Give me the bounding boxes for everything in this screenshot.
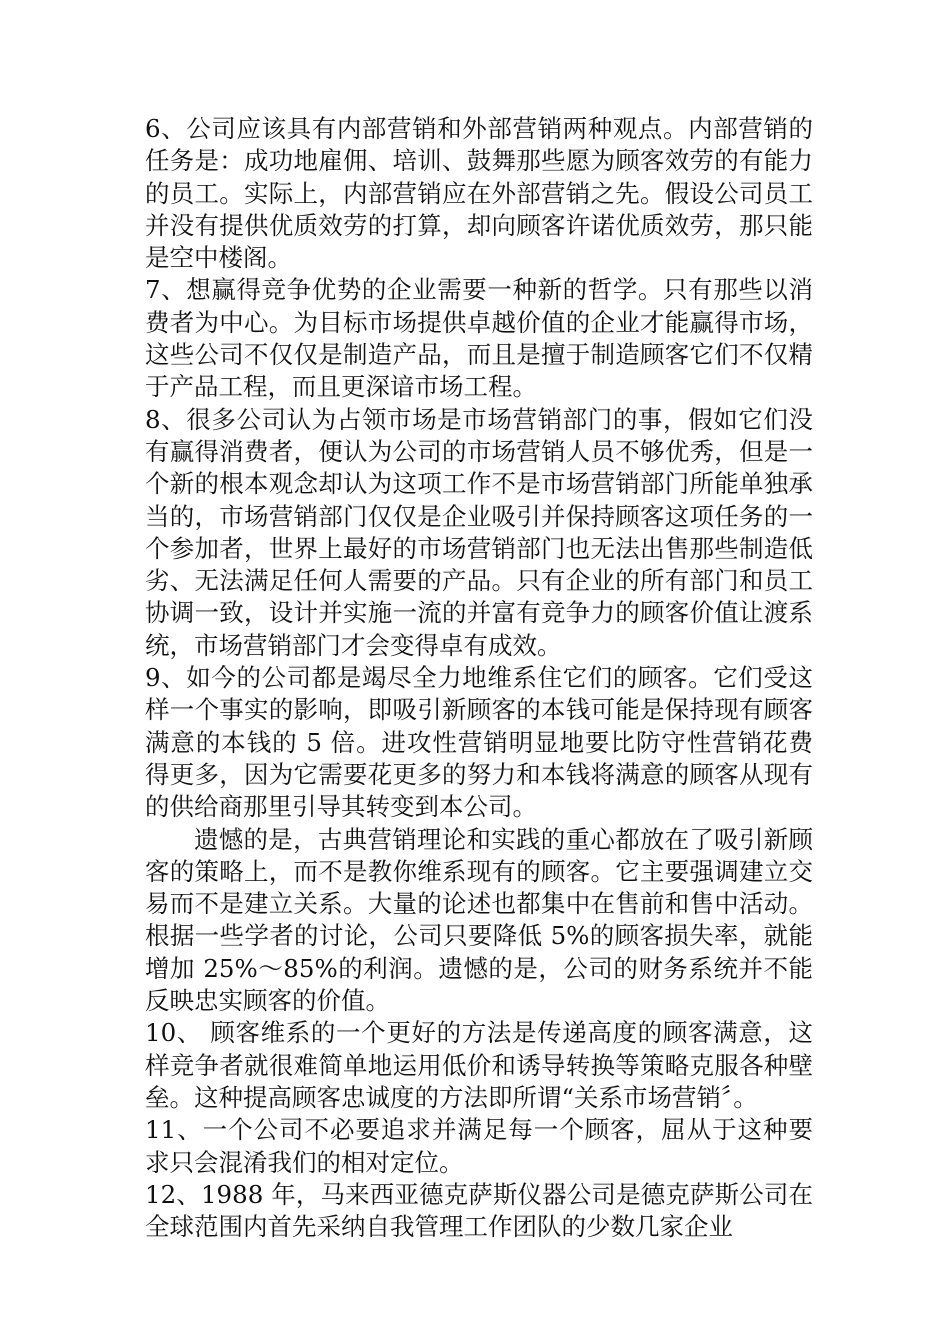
- paragraph-11: 11、一个公司不必要追求并满足每一个顾客，屈从于这种要求只会混淆我们的相对定位。: [145, 1115, 813, 1177]
- paragraph-8: 8、很多公司认为占领市场是市场营销部门的事，假如它们没有赢得消费者，便认为公司的市场营销人员不够优秀，但是一个新的根本观念却认为这项工作不是市场营销部门所能单独承当的，市场营销部门仅仅是企业吸引并保持顾客这项任务的一个参加者，世界上最好的市场营销部门也无法出售那些制造低劣、无法满足任何人需要的产品。只有企业的所有部门和员工协调一致，设计并实施一流的并富有竞争力的顾客价值让渡系统，市场营销部门才会变得卓有成效。: [145, 404, 813, 660]
- paragraph-7: 7、想赢得竞争优势的企业需要一种新的哲学。只有那些以消费者为中心。为目标市场提供卓越价值的企业才能赢得市场，这些公司不仅仅是制造产品，而且是擅于制造顾客它们不仅精于产品工程，而且更深谙市场工程。: [145, 275, 813, 402]
- paragraph-9: 9、如今的公司都是竭尽全力地维系住它们的顾客。它们受这样一个事实的影响，即吸引新顾客的本钱可能是保持现有顾客满意的本钱的 5 倍。进攻性营销明显地要比防守性营销花费得更多，因为它需要花更多的努力和本钱将满意的顾客从现有的供给商那里引导其转变到本公司。: [145, 663, 813, 822]
- paragraph-9-continued: 遗憾的是，古典营销理论和实践的重心都放在了吸引新顾客的策略上，而不是教你维系现有的顾客。它主要强调建立交易而不是建立关系。大量的论述也都集中在售前和售中活动。根据一些学者的讨论，公司只要降低 5%的顾客损失率，就能增加 25%～85%的利润。遗憾的是，公司的财务系统并不能反映忠实顾客的价值。: [145, 824, 813, 1016]
- paragraph-6: 6、公司应该具有内部营销和外部营销两种观点。内部营销的任务是：成功地雇佣、培训、鼓舞那些愿为顾客效劳的有能力的员工。实际上，内部营销应在外部营销之先。假设公司员工并没有提供优质效劳的打算，却向顾客许诺优质效劳，那只能是空中楼阁。: [145, 114, 813, 273]
- paragraph-12: 12、1988 年，马来西亚德克萨斯仪器公司是德克萨斯公司在全球范围内首先采纳自我管理工作团队的少数几家企业: [145, 1179, 813, 1242]
- paragraph-10: 10、 顾客维系的一个更好的方法是传递高度的顾客满意，这样竞争者就很难简单地运用低价和诱导转换等策略克服各种壁垒。这种提高顾客忠诚度的方法即所谓“关系市场营销〞。: [145, 1018, 813, 1112]
- document-body: [145, 113, 813, 1243]
